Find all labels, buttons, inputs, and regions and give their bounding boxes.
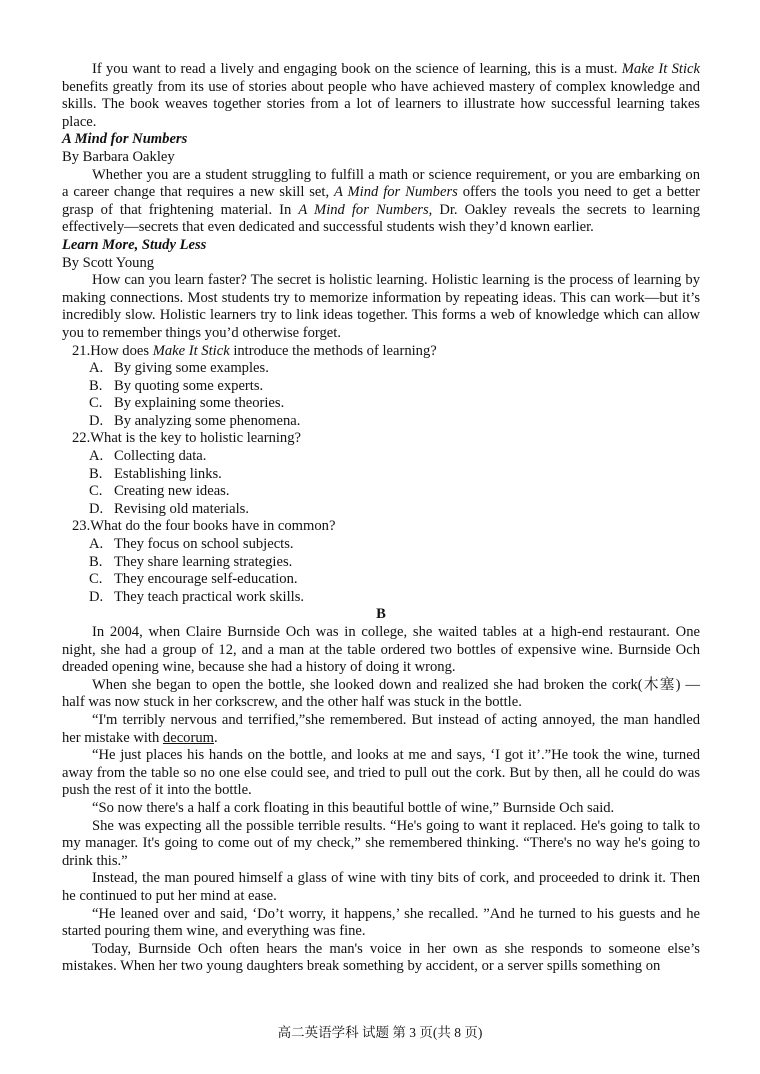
option-21-c: C. By explaining some theories. [89, 395, 285, 412]
section-heading: B [376, 606, 386, 623]
book-description: Whether you are a student struggling to fulfill a math or science requirement, or you are embarking on a career change that requires a new skill set, A Mind for Numbers offers the tools you need to get a better grasp of that frightening material. In A Mind for Numbers, Dr. Oakley reveals the secrets to learning effectively—secrets that even dedicated and successful students wish they’d known earlier. [62, 166, 700, 236]
passage-paragraph: “So now there's a half a cork floating in this beautiful bottle of wine,” Burnside Och said. [92, 799, 615, 816]
passage-paragraph: She was expecting all the possible terrible results. “He's going to want it replaced. He's going to talk to my manager. It's going to come out of my check,” she remembered thinking. “There's no way he's going to drink this.” [62, 817, 700, 869]
passage-paragraph: “He just places his hands on the bottle, and looks at me and says, ‘I got it’.”He took the wine, turned away from the table so no one else could see, and tried to pull out the cork. But by then, all he could do was push the rest of it into the bottle. [62, 747, 700, 799]
book-author: By Scott Young [62, 254, 155, 271]
page-footer: 高二英语学科 试题 第 3 页(共 8 页) [277, 1025, 483, 1040]
option-23-a: A. They focus on school subjects. [89, 536, 294, 553]
passage-paragraph: When she began to open the bottle, she looked down and realized she had broken the cork(木塞) — half was now stuck in her corkscrew, and the other half was stuck in the bottle. [62, 676, 700, 711]
question-23: 23.What do the four books have in common? [72, 518, 336, 535]
book-title-heading: Learn More, Study Less [62, 236, 207, 253]
underlined-word: decorum [162, 729, 214, 746]
option-21-a: A. By giving some examples. [89, 360, 269, 377]
book-author: By Barbara Oakley [62, 148, 175, 165]
option-23-b: B. They share learning strategies. [89, 553, 293, 570]
passage-paragraph: Instead, the man poured himself a glass of wine with tiny bits of cork, and proceeded to drink it. Then he continued to put her mind at ease. [62, 870, 700, 904]
page-content [62, 61, 700, 976]
intro-paragraph: If you want to read a lively and engaging book on the science of learning, this is a must. Make It Stick benefits greatly from its use of stories about people who have achieved mastery of complex knowledge and skills. The book weaves together stories from a lot of learners to illustrate how successful learning takes place. [62, 61, 700, 130]
option-22-b: B. Establishing links. [89, 465, 222, 482]
passage-paragraph: “He leaned over and said, ‘Do’t worry, it happens,’ she recalled. ”And he turned to his guests and he started pouring them wine, and everything was fine. [62, 905, 700, 940]
option-21-d: D. By analyzing some phenomena. [89, 412, 301, 429]
passage-paragraph: In 2004, when Claire Burnside Och was in college, she waited tables at a high-end restaurant. One night, she had a group of 12, and a man at the table ordered two bottles of expensive wine. Burnside Och dreaded opening wine, because she had a history of doing it wrong. [62, 624, 700, 676]
passage-paragraph: Today, Burnside Och often hears the man's voice in her own as she responds to someone else’s mistakes. When her two young daughters break something by accident, or a server spills something on [62, 940, 700, 975]
passage-paragraph: “I'm terribly nervous and terrified,”she remembered. But instead of acting annoyed, the man handled her mistake with decorum. [62, 711, 700, 746]
option-23-c: C. They encourage self-education. [89, 571, 298, 588]
question-22: 22.What is the key to holistic learning? [72, 430, 301, 447]
option-22-c: C. Creating new ideas. [89, 483, 230, 500]
option-21-b: B. By quoting some experts. [89, 377, 264, 394]
option-22-a: A. Collecting data. [89, 448, 207, 465]
option-23-d: D. They teach practical work skills. [89, 588, 305, 605]
option-22-d: D. Revising old materials. [89, 500, 249, 517]
book-title-heading: A Mind for Numbers [62, 131, 188, 148]
question-21: 21.How does Make It Stick introduce the methods of learning? [72, 342, 437, 359]
book-description: How can you learn faster? The secret is holistic learning. Holistic learning is the process of learning by making connections. Most students try to memorize information by repeating ideas. This can work—but it’s incredibly slow. Holistic learners try to link ideas together. This forms a web of knowledge which can allow you to remember things you’d otherwise forget. [62, 272, 700, 341]
book-title-inline: Make It Stick [621, 61, 700, 77]
